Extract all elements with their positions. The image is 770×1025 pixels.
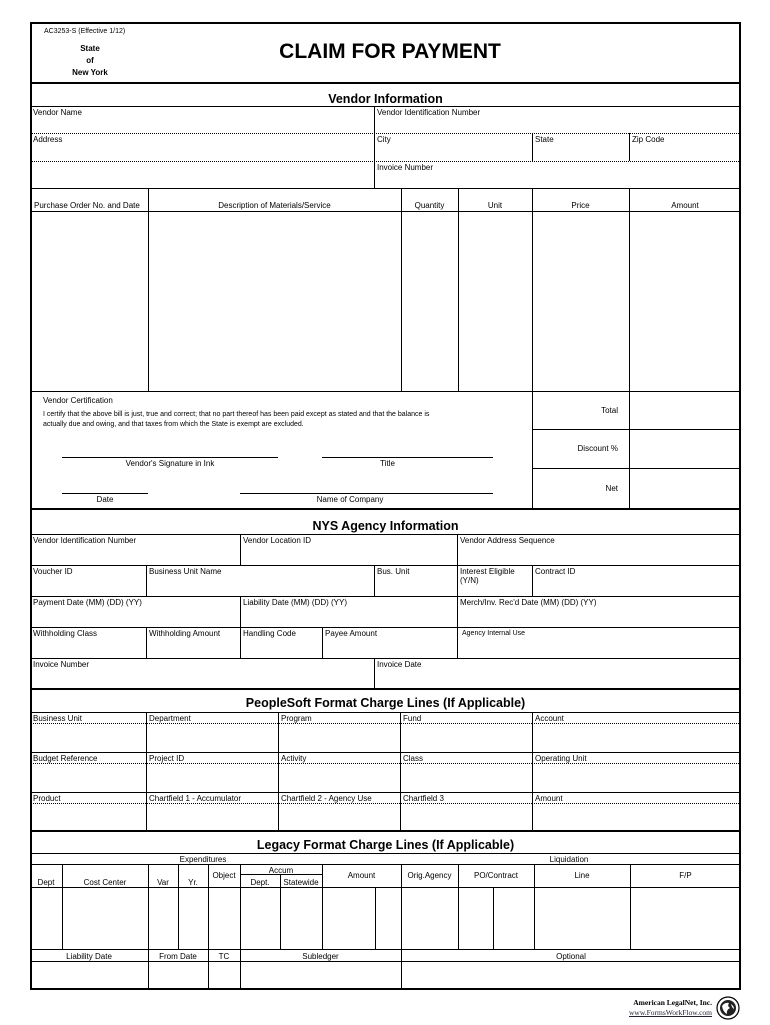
col-line: Line — [574, 871, 590, 880]
divider — [146, 752, 147, 792]
bus-unit-field[interactable] — [374, 565, 457, 596]
col-quantity: Quantity — [414, 201, 445, 210]
voucher-id-label: Voucher ID — [33, 567, 73, 576]
payment-date-label: Payment Date (MM) (DD) (YY) — [33, 598, 142, 607]
unit-cell[interactable] — [458, 211, 532, 391]
agency-vendor-id-field[interactable] — [30, 534, 240, 565]
col-orig-agency: Orig.Agency — [407, 871, 452, 880]
ps-cell-label: Chartfield 2 - Agency Use — [281, 794, 372, 803]
title-field[interactable] — [322, 440, 493, 457]
divider — [400, 803, 532, 804]
divider — [278, 752, 279, 792]
business-unit-name-label: Business Unit Name — [149, 567, 222, 576]
zip-field[interactable] — [629, 133, 741, 161]
invoice-number-field[interactable] — [374, 161, 741, 188]
ps-cell-label: Account — [535, 714, 564, 723]
ps-cell-label: Business Unit — [33, 714, 82, 723]
company-label: Name of Company — [316, 495, 384, 504]
divider — [532, 723, 741, 724]
ps-cell-label: Department — [149, 714, 191, 723]
ps-cell-label: Project ID — [149, 754, 185, 763]
divider — [30, 803, 146, 804]
agency-section-title: NYS Agency Information — [312, 519, 459, 533]
agency-invoice-number-field[interactable] — [30, 658, 374, 688]
invoice-date-field[interactable] — [374, 658, 741, 688]
address-label: Address — [33, 135, 63, 144]
divider — [629, 133, 630, 161]
legacy-tc: TC — [218, 952, 230, 961]
divider — [146, 723, 278, 724]
cert-text-2: actually due and owing, and that taxes from which the State is exempt are excluded. — [43, 421, 304, 428]
divider — [30, 82, 741, 84]
discount-label: Discount % — [577, 444, 618, 453]
globe-logo-icon — [716, 996, 740, 1020]
signature-label: Vendor's Signature in Ink — [125, 459, 215, 468]
cert-title: Vendor Certification — [43, 396, 113, 405]
interest-eligible-label-2: (Y/N) — [460, 576, 479, 585]
ps-cell[interactable] — [400, 792, 532, 830]
divider — [278, 712, 279, 752]
divider — [146, 627, 147, 658]
vendor-address-seq-field[interactable] — [457, 534, 741, 565]
ps-cell-label: Class — [403, 754, 424, 763]
divider — [400, 763, 532, 764]
col-description: Description of Materials/Service — [218, 201, 331, 210]
date-label: Date — [96, 495, 114, 504]
title-label: Title — [380, 459, 395, 468]
total-field[interactable] — [629, 391, 741, 429]
ps-cell[interactable] — [278, 752, 400, 792]
withholding-class-field[interactable] — [30, 627, 146, 658]
handling-code-label: Handling Code — [243, 629, 296, 638]
divider — [532, 803, 741, 804]
withholding-amount-label: Withholding Amount — [149, 629, 221, 638]
divider — [146, 712, 147, 752]
cert-text-1: I certify that the above bill is just, true and correct; that no part thereof has been paid except as stated and that the balance is — [43, 411, 430, 418]
col-legacy-amount: Amount — [347, 871, 376, 880]
agency-internal-field[interactable] — [457, 627, 741, 658]
vendor-id-label: Vendor Identification Number — [377, 108, 481, 117]
divider — [532, 133, 533, 161]
col-amount: Amount — [671, 201, 699, 210]
company-field[interactable] — [240, 476, 493, 493]
amount-cell[interactable] — [629, 211, 741, 391]
net-field[interactable] — [629, 468, 741, 508]
divider — [400, 723, 532, 724]
ps-cell[interactable] — [146, 752, 278, 792]
liquidation-label: Liquidation — [549, 855, 589, 864]
agency-internal-label: Agency Internal Use — [462, 630, 526, 637]
merch-date-field[interactable] — [457, 596, 741, 627]
col-var: Var — [157, 878, 169, 887]
divider — [30, 949, 741, 950]
payee-amount-label: Payee Amount — [325, 629, 378, 638]
legacy-from-date: From Date — [159, 952, 197, 961]
footer-company: American LegalNet, Inc. — [633, 998, 712, 1007]
city-field[interactable] — [374, 133, 532, 161]
date-field[interactable] — [62, 476, 148, 493]
title-line — [322, 457, 493, 458]
contract-id-field[interactable] — [532, 565, 741, 596]
contract-id-label: Contract ID — [535, 567, 576, 576]
divider — [457, 534, 458, 565]
legacy-lower-entry-row[interactable] — [30, 961, 741, 990]
divider — [400, 712, 401, 752]
ps-cell[interactable] — [30, 752, 146, 792]
form-id: AC3253-S (Effective 1/12) — [44, 28, 126, 35]
ps-cell-label: Amount — [535, 794, 563, 803]
divider — [240, 627, 241, 658]
divider — [532, 792, 533, 830]
legacy-optional: Optional — [556, 952, 586, 961]
ps-cell-label: Chartfield 3 — [403, 794, 444, 803]
vendor-section-title: Vendor Information — [328, 92, 443, 106]
col-unit: Unit — [487, 201, 503, 210]
ps-cell-label: Activity — [281, 754, 307, 763]
legacy-liability-date: Liability Date — [66, 952, 112, 961]
vendor-id-field[interactable] — [374, 106, 741, 134]
divider — [532, 763, 741, 764]
agency-invoice-number-label: Invoice Number — [33, 660, 90, 669]
divider — [400, 752, 401, 792]
ps-cell[interactable] — [146, 712, 278, 752]
divider — [322, 627, 323, 658]
voucher-id-field[interactable] — [30, 565, 146, 596]
vendor-name-field[interactable] — [30, 106, 374, 134]
divider — [30, 830, 741, 832]
zip-label: Zip Code — [632, 135, 665, 144]
liability-date-label: Liability Date (MM) (DD) (YY) — [243, 598, 348, 607]
bus-unit-label: Bus. Unit — [377, 567, 410, 576]
state-line-3: New York — [72, 68, 108, 77]
signature-field[interactable] — [62, 440, 278, 457]
divider — [457, 627, 458, 658]
divider — [30, 763, 146, 764]
city-label: City — [377, 135, 391, 144]
net-label: Net — [605, 484, 618, 493]
company-line — [240, 493, 493, 494]
page-title: CLAIM FOR PAYMENT — [279, 40, 501, 63]
divider — [457, 565, 458, 596]
divider — [30, 688, 741, 690]
col-accum: Accum — [268, 866, 294, 875]
withholding-amount-field[interactable] — [146, 627, 240, 658]
divider — [278, 763, 400, 764]
vendor-location-label: Vendor Location ID — [243, 536, 312, 545]
price-cell[interactable] — [532, 211, 629, 391]
divider — [532, 565, 533, 596]
invoice-number-label: Invoice Number — [377, 163, 434, 172]
quantity-cell[interactable] — [401, 211, 458, 391]
address-field[interactable] — [30, 133, 374, 161]
divider — [30, 853, 741, 854]
footer-url[interactable]: www.FormsWorkFlow.com — [628, 1008, 712, 1017]
col-dept: Dept — [37, 878, 55, 887]
ps-cell[interactable] — [278, 712, 400, 752]
col-po-contract: PO/Contract — [473, 871, 518, 880]
total-label: Total — [601, 406, 618, 415]
divider — [278, 792, 279, 830]
ps-cell[interactable] — [30, 712, 146, 752]
merch-date-label: Merch/Inv. Rec'd Date (MM) (DD) (YY) — [460, 598, 597, 607]
divider — [240, 596, 241, 627]
payment-date-field[interactable] — [30, 596, 240, 627]
discount-field[interactable] — [629, 429, 741, 468]
ps-cell[interactable] — [400, 712, 532, 752]
col-fp: F/P — [679, 871, 692, 880]
divider — [278, 723, 400, 724]
vendor-address-seq-label: Vendor Address Sequence — [460, 536, 555, 545]
date-line — [62, 493, 148, 494]
col-yr: Yr. — [188, 878, 198, 887]
interest-eligible-field[interactable] — [457, 565, 532, 596]
divider — [278, 803, 400, 804]
ps-cell[interactable] — [400, 752, 532, 792]
divider — [532, 752, 533, 792]
divider — [457, 596, 458, 627]
ps-cell-label: Operating Unit — [535, 754, 587, 763]
vendor-location-field[interactable] — [240, 534, 457, 565]
legacy-subledger: Subledger — [302, 952, 339, 961]
payee-amount-field[interactable] — [322, 627, 457, 658]
ps-cell-label: Product — [33, 794, 61, 803]
col-statewide: Statewide — [283, 878, 319, 887]
ps-cell[interactable] — [30, 792, 146, 830]
state-line-1: State — [80, 44, 100, 53]
ps-cell-label: Chartfield 1 - Accumulator — [149, 794, 242, 803]
divider — [146, 803, 278, 804]
col-price: Price — [571, 201, 590, 210]
description-cell[interactable] — [148, 211, 401, 391]
divider — [30, 188, 741, 189]
col-object: Object — [212, 871, 236, 880]
divider — [374, 106, 375, 134]
legacy-entry-row[interactable] — [30, 887, 741, 949]
col-po-date: Purchase Order No. and Date — [34, 201, 140, 210]
interest-eligible-label-1: Interest Eligible — [460, 567, 515, 576]
divider — [240, 534, 241, 565]
ps-cell[interactable] — [532, 752, 741, 792]
divider — [30, 508, 741, 510]
divider — [532, 712, 533, 752]
ps-cell[interactable] — [532, 712, 741, 752]
legacy-section-title: Legacy Format Charge Lines (If Applicable) — [256, 838, 515, 852]
divider — [146, 565, 147, 596]
business-unit-name-field[interactable] — [146, 565, 374, 596]
divider — [374, 133, 375, 161]
col-cost-center: Cost Center — [83, 878, 127, 887]
peoplesoft-section-title: PeopleSoft Format Charge Lines (If Applicable) — [245, 696, 526, 710]
state-field[interactable] — [532, 133, 629, 161]
col-accum-dept: Dept. — [250, 878, 270, 887]
ps-cell-label: Budget Reference — [33, 754, 98, 763]
expenditures-label: Expenditures — [179, 855, 227, 864]
withholding-class-label: Withholding Class — [33, 629, 98, 638]
ps-cell[interactable] — [278, 792, 400, 830]
divider — [146, 792, 147, 830]
ps-cell-label: Fund — [403, 714, 422, 723]
divider — [374, 161, 375, 188]
ps-cell[interactable] — [532, 792, 741, 830]
vendor-name-label: Vendor Name — [33, 108, 82, 117]
handling-code-field[interactable] — [240, 627, 322, 658]
divider — [30, 864, 741, 865]
divider — [240, 874, 322, 875]
signature-line — [62, 457, 278, 458]
ps-cell-label: Program — [281, 714, 312, 723]
state-label: State — [535, 135, 554, 144]
liability-date-field[interactable] — [240, 596, 457, 627]
invoice-date-label: Invoice Date — [377, 660, 422, 669]
ps-cell[interactable] — [146, 792, 278, 830]
divider — [146, 763, 278, 764]
divider — [400, 792, 401, 830]
divider — [374, 658, 375, 688]
state-line-2: of — [86, 56, 94, 65]
agency-vendor-id-label: Vendor Identification Number — [33, 536, 137, 545]
po-date-cell[interactable] — [30, 211, 148, 391]
divider — [374, 565, 375, 596]
divider — [30, 723, 146, 724]
